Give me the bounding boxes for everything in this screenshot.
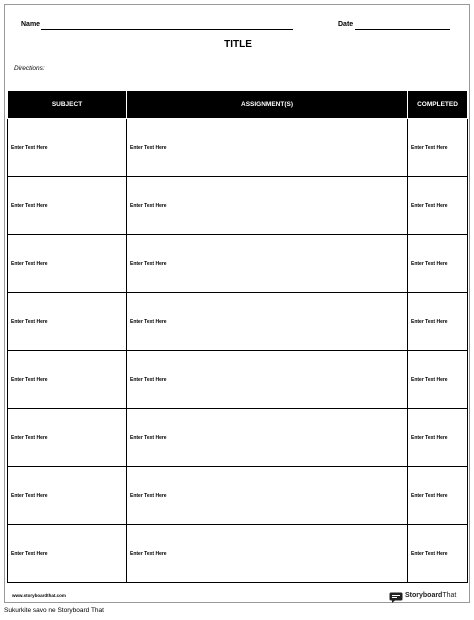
completed-cell[interactable]: Enter Text Here xyxy=(408,525,468,583)
subject-cell[interactable]: Enter Text Here xyxy=(8,351,127,409)
table-row xyxy=(8,351,468,409)
assignment-cell[interactable]: Enter Text Here xyxy=(127,119,408,177)
name-label: Name xyxy=(21,21,41,28)
assignment-cell[interactable]: Enter Text Here xyxy=(127,235,408,293)
assignment-table xyxy=(7,90,468,583)
completed-cell[interactable]: Enter Text Here xyxy=(408,467,468,525)
completed-cell[interactable]: Enter Text Here xyxy=(408,235,468,293)
name-date-row xyxy=(21,21,441,33)
column-header-assignments: ASSIGNMENT(S) xyxy=(127,91,408,119)
page-caption: Sukurkite savo ne Storyboard That xyxy=(4,607,104,614)
worksheet-page xyxy=(4,4,470,603)
storyboard-logo-icon xyxy=(389,590,403,601)
date-label: Date xyxy=(338,21,354,28)
table-row xyxy=(8,525,468,583)
subject-cell[interactable]: Enter Text Here xyxy=(8,467,127,525)
subject-cell[interactable]: Enter Text Here xyxy=(8,177,127,235)
column-header-completed: COMPLETED xyxy=(408,91,468,119)
table-row xyxy=(8,177,468,235)
subject-cell[interactable]: Enter Text Here xyxy=(8,235,127,293)
footer-url: www.storyboardthat.com xyxy=(12,593,66,598)
table-row xyxy=(8,409,468,467)
logo-wordmark: StoryboardThat xyxy=(405,591,457,599)
completed-cell[interactable]: Enter Text Here xyxy=(408,293,468,351)
assignment-cell[interactable]: Enter Text Here xyxy=(127,177,408,235)
table-row xyxy=(8,235,468,293)
completed-cell[interactable]: Enter Text Here xyxy=(408,351,468,409)
subject-cell[interactable]: Enter Text Here xyxy=(8,409,127,467)
assignment-cell[interactable]: Enter Text Here xyxy=(127,467,408,525)
assignment-cell[interactable]: Enter Text Here xyxy=(127,525,408,583)
table-row xyxy=(8,293,468,351)
subject-cell[interactable]: Enter Text Here xyxy=(8,293,127,351)
table-row xyxy=(8,119,468,177)
column-header-subject: SUBJECT xyxy=(8,91,127,119)
worksheet-title: TITLE xyxy=(224,39,252,50)
assignment-cell[interactable]: Enter Text Here xyxy=(127,293,408,351)
table-header-row xyxy=(8,91,468,119)
storyboard-that-logo xyxy=(389,589,456,601)
subject-cell[interactable]: Enter Text Here xyxy=(8,119,127,177)
completed-cell[interactable]: Enter Text Here xyxy=(408,409,468,467)
assignment-cell[interactable]: Enter Text Here xyxy=(127,351,408,409)
date-line[interactable] xyxy=(355,29,450,30)
assignment-cell[interactable]: Enter Text Here xyxy=(127,409,408,467)
table-row xyxy=(8,467,468,525)
subject-cell[interactable]: Enter Text Here xyxy=(8,525,127,583)
completed-cell[interactable]: Enter Text Here xyxy=(408,119,468,177)
completed-cell[interactable]: Enter Text Here xyxy=(408,177,468,235)
name-line[interactable] xyxy=(41,29,293,30)
directions-label: Directions: xyxy=(14,65,45,72)
